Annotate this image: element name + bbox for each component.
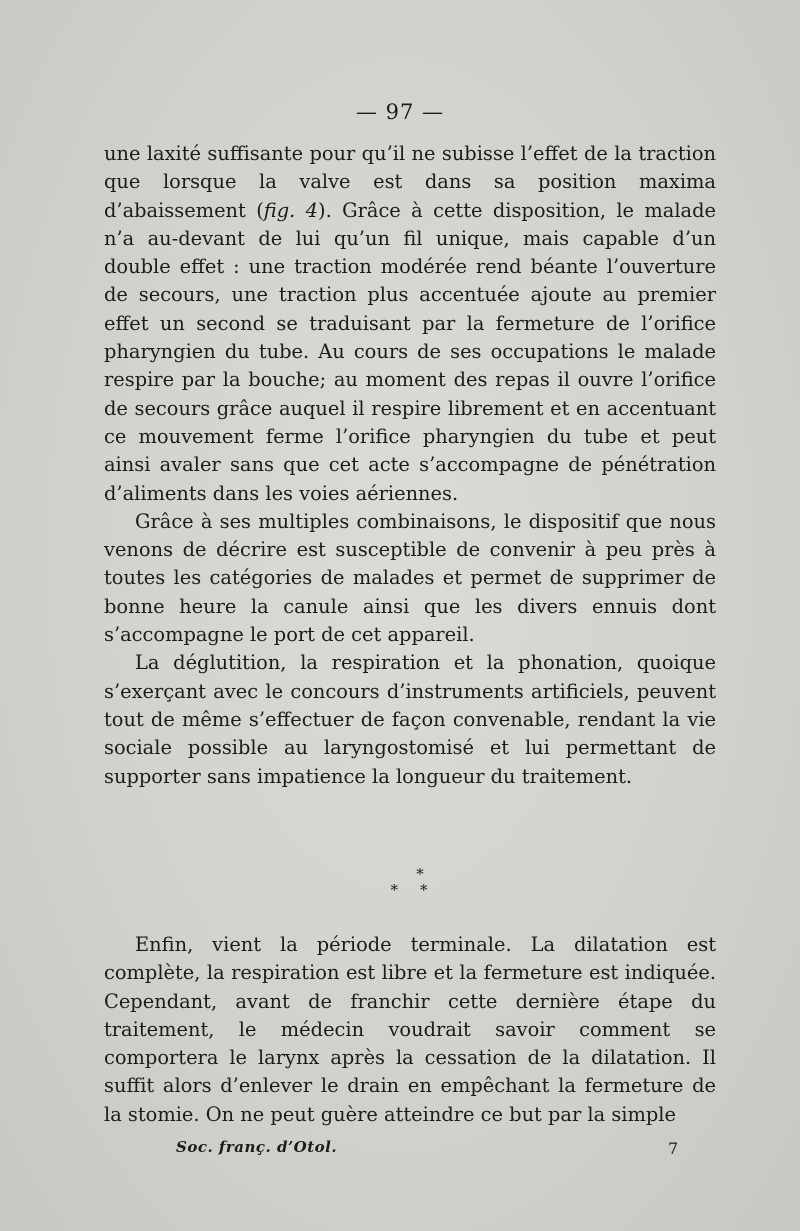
paragraph: La déglutition, la respiration et la phonation, quoique s’exerçant avec le concours d’instruments artificiels, peuvent tout de même s’effectuer de façon convenable, rendant la vie sociale possible au laryngostomisé et lui permettant de supporter sans impatience la longueur du traitement. <box>104 651 716 788</box>
paragraph-text: ). Grâce à cette disposition, le malade n’a au-devant de lui qu’un fil unique, mais capable d’un double effet : une traction modérée rend béante l’ouverture de secours, une traction plus accentuée ajoute au premier effet un second se traduisant par la fermeture de l’orifice pharyngien du tube. Au cours de ses occupations le malade respire par la bouche; au moment des repas il ouvre l’orifice de secours grâce auquel il respire librement et en accentuant ce mouvement ferme l’orifice pharyngien du tube et peut ainsi avaler sans que cet acte s’accompagne de pénétration d’aliments dans les voies aériennes. <box>104 198 717 505</box>
paragraph <box>104 140 716 508</box>
paragraph: Enfin, vient la période terminale. La dilatation est complète, la respiration est libre et la fermeture est indiquée. Cependant, avant de franchir cette dernière étape du traitement, le médecin voudrait savoir comment se comportera le larynx après la cessation de la dilatation. Il suffit alors d’enlever le drain en empêchant la fermeture de la stomie. On ne peut guère atteindre ce but par la simple <box>104 933 716 1126</box>
text-block-2 <box>104 931 716 1129</box>
section-separator <box>0 866 800 898</box>
paragraph-text: une laxité suffisante pour qu’il ne subisse l’effet de la traction que lorsque la valve est dans sa position maxima d’abaissement ( <box>104 142 716 222</box>
page-number: — 97 — <box>355 100 445 124</box>
figure-reference: fig. 4 <box>263 198 319 222</box>
signature-mark: 7 <box>668 1139 679 1158</box>
text-block-1 <box>104 140 716 791</box>
separator-stars-bottom: ** <box>390 881 450 899</box>
paragraph: Grâce à ses multiples combinaisons, le dispositif que nous venons de décrire est susceptible de convenir à peu près à toutes les catégories de malades et permet de supprimer de bonne heure la canule ainsi que les divers ennuis dont s’accompagne le port de cet appareil. <box>104 509 716 647</box>
journal-footer: Soc. franç. d’Otol. <box>176 1138 338 1156</box>
separator-star-top: * <box>416 865 424 883</box>
